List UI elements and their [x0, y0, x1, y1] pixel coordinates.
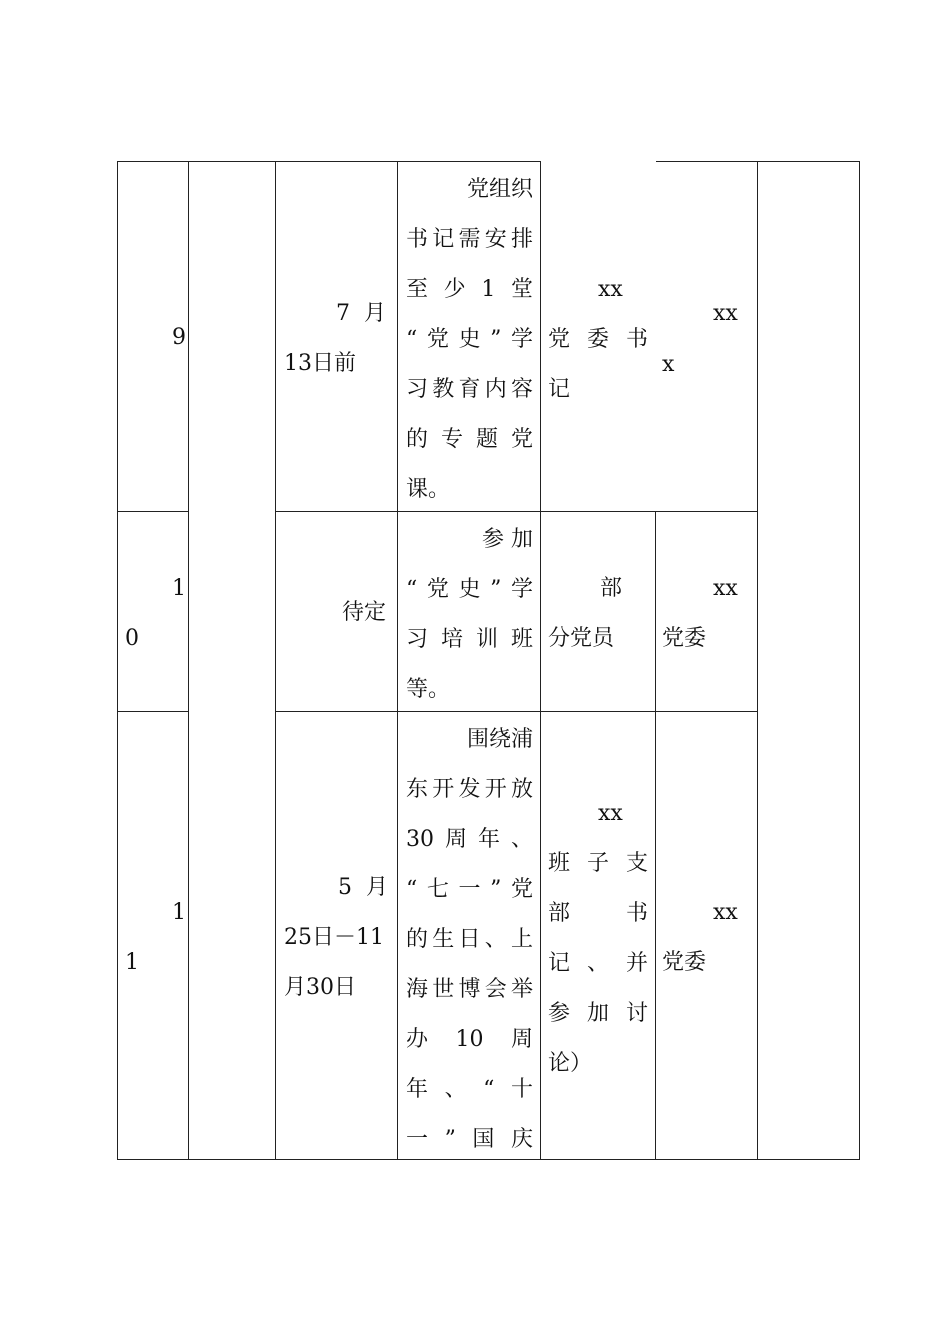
content-line: 的专题党 — [406, 427, 533, 452]
col-line-6 — [757, 161, 758, 1160]
content-line: 围绕浦 — [466, 727, 533, 752]
content-line: “党史”学 — [406, 327, 533, 352]
content-line: 习培训班 — [406, 627, 533, 652]
time-line: 月30日 — [284, 975, 356, 1000]
content-line-wrap — [406, 765, 533, 815]
content-line-wrap — [406, 1115, 533, 1165]
col-line-3 — [397, 161, 398, 1160]
content-line: 一”国庆 — [406, 1127, 533, 1152]
row-content-cell — [406, 165, 533, 515]
row-time-cell — [284, 289, 386, 389]
col-line-2 — [275, 161, 276, 1160]
content-line: 30周年、 — [406, 827, 533, 852]
organizer-line: 党委 — [662, 950, 707, 975]
col-line-7 — [859, 161, 860, 1160]
target-line-wrap — [548, 889, 648, 939]
content-line-wrap — [406, 265, 533, 315]
organizer-line: 党委 — [662, 626, 707, 651]
col-line-4 — [540, 161, 541, 1160]
target-line: 参加讨 — [548, 1001, 648, 1026]
target-line-wrap — [548, 839, 648, 889]
target-line: 分党员 — [548, 626, 615, 651]
content-line: 办10周 — [406, 1027, 533, 1052]
time-line: 13日前 — [284, 351, 356, 376]
content-line-wrap — [406, 915, 533, 965]
content-line-wrap — [406, 315, 533, 365]
content-line-wrap — [406, 565, 533, 615]
content-line-wrap — [406, 365, 533, 415]
row-seq-number: 9 — [172, 325, 186, 350]
content-line: 书记需安排 — [406, 227, 533, 252]
row-organizer-part2: x — [662, 352, 675, 377]
target-line: xx — [598, 801, 623, 826]
table-top-border-right — [656, 161, 860, 162]
organizer-line: xx — [713, 900, 738, 925]
row-divider-2 — [117, 711, 189, 712]
content-line: 等。 — [406, 677, 451, 702]
col-line-5 — [655, 511, 656, 1160]
content-line-wrap — [406, 615, 533, 665]
time-line: 5 月 — [338, 875, 388, 900]
content-line-wrap — [406, 865, 533, 915]
content-line: 党组织 — [466, 177, 533, 202]
target-line: 记 — [548, 377, 571, 402]
row-time-cell — [284, 863, 388, 1013]
content-line: “党史”学 — [406, 577, 533, 602]
content-line-wrap — [406, 1015, 533, 1065]
organizer-line: xx — [713, 576, 738, 601]
row-content-cell — [406, 715, 533, 1165]
row-seq-number: 1 — [172, 576, 186, 601]
row-seq-number-cont: 1 — [125, 950, 139, 975]
content-line: 东开发开放 — [406, 777, 533, 802]
target-line: 部 — [600, 576, 623, 601]
target-line: 记、并 — [548, 951, 648, 976]
target-line: xx — [598, 277, 623, 302]
target-line: 党委书 — [548, 327, 648, 352]
target-line-wrap — [548, 315, 648, 365]
content-line: 至少1堂 — [406, 277, 533, 302]
table-top-border-left — [117, 161, 541, 162]
content-line-wrap — [406, 965, 533, 1015]
content-line: 的生日、上 — [406, 927, 533, 952]
content-line: “七一”党 — [406, 877, 533, 902]
row-organizer-part1: xx — [713, 301, 738, 326]
row-time-cell: 待定 — [341, 600, 386, 625]
content-line-wrap — [406, 1065, 533, 1115]
target-line: 论） — [548, 1051, 593, 1076]
content-line-wrap — [406, 215, 533, 265]
row-organizer-cell — [662, 888, 752, 988]
row-organizer-cell — [662, 564, 752, 664]
time-line: 7 月 — [336, 301, 386, 326]
target-line: 部 书 — [548, 901, 648, 926]
col-line-1 — [188, 161, 189, 1160]
content-line: 课。 — [406, 477, 451, 502]
time-line: 25日－11 — [284, 925, 384, 950]
content-line: 年、“十 — [406, 1077, 533, 1102]
row-divider-1 — [117, 511, 189, 512]
row-content-cell — [406, 515, 533, 715]
col-line-0 — [117, 161, 118, 1160]
target-line-wrap — [548, 939, 648, 989]
row-target-cell — [548, 564, 648, 664]
target-line: 班子支 — [548, 851, 648, 876]
row-seq-number: 1 — [172, 900, 186, 925]
row-seq-number-cont: 0 — [125, 626, 139, 651]
content-line-wrap — [406, 415, 533, 465]
row-target-cell — [548, 265, 648, 415]
content-line: 海世博会举 — [406, 977, 533, 1002]
content-line-wrap — [406, 815, 533, 865]
content-line: 参 加 — [482, 527, 533, 552]
row-target-cell — [548, 789, 648, 1089]
target-line-wrap — [548, 989, 648, 1039]
content-line: 习教育内容 — [406, 377, 533, 402]
